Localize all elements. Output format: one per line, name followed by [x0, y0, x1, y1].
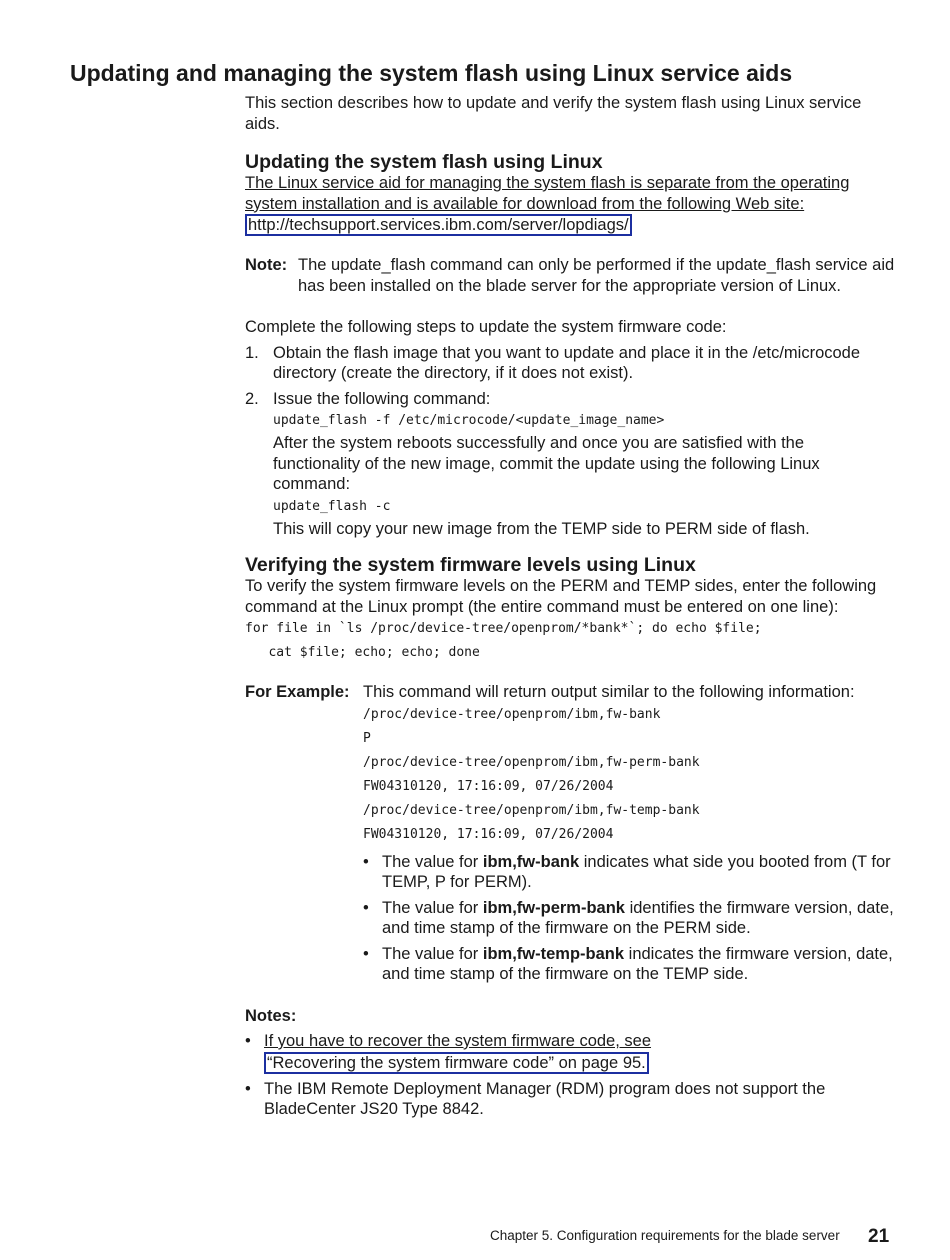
example-block — [245, 682, 895, 985]
list-item-text — [382, 944, 895, 985]
section-heading-update: Updating the system flash using Linux — [245, 151, 603, 173]
step-item — [245, 343, 895, 384]
output-line: /proc/device-tree/openprom/ibm,fw-bank — [363, 706, 661, 722]
bold-term: ibm,fw-bank — [482, 852, 580, 871]
footer-chapter: Chapter 5. Configuration requirements for the blade server — [490, 1228, 840, 1243]
example-label: For Example: — [245, 683, 350, 701]
step-item — [245, 389, 895, 540]
note-text: The update_flash command can only be performed if the update_flash service aid has been installed on the blade server for the appropriate version of Linux. — [298, 256, 895, 295]
example-body — [363, 682, 895, 985]
step-number: 2. — [245, 389, 259, 408]
list-item — [363, 852, 895, 893]
section-heading-verify: Verifying the system firmware levels using Linux — [245, 554, 696, 576]
bold-term: ibm,fw-perm-bank — [482, 898, 625, 917]
output-line: FW04310120, 17:16:09, 07/26/2004 — [363, 778, 614, 794]
list-item-text — [382, 852, 895, 893]
output-line: FW04310120, 17:16:09, 07/26/2004 — [363, 826, 614, 842]
bullet-icon: • — [245, 1032, 251, 1050]
bullet-icon: • — [363, 898, 369, 917]
text-run: The value for — [382, 852, 483, 871]
text-run: The value for — [382, 898, 483, 917]
command-commit: update_flash -c — [273, 498, 391, 514]
text-run: The value for — [382, 944, 483, 963]
text-run: identifies the firmware version, date, and time stamp of the firmware on the PERM side. — [382, 898, 894, 937]
page-number: 21 — [868, 1226, 890, 1247]
verify-command-line1: for file in `ls /proc/device-tree/openprom/*bank*`; do echo $file; — [245, 621, 762, 636]
step-text: Obtain the flash image that you want to update and place it in the /etc/microcode directory (create the directory, if it does not exist). — [273, 343, 861, 382]
list-item — [245, 1079, 895, 1120]
bold-term: ibm,fw-temp-bank — [482, 944, 625, 963]
step-number: 1. — [245, 343, 259, 362]
steps-list — [245, 343, 895, 540]
verify-paragraph: To verify the system firmware levels on the PERM and TEMP sides, enter the following command at the Linux prompt (the entire command must be entered on one line): — [245, 577, 877, 616]
update-paragraph — [245, 173, 895, 236]
output-line: /proc/device-tree/openprom/ibm,fw-perm-bank — [363, 754, 700, 770]
output-line: /proc/device-tree/openprom/ibm,fw-temp-bank — [363, 802, 700, 818]
step-text: Issue the following command: — [273, 389, 491, 408]
bank-explanations — [363, 852, 895, 985]
list-item — [363, 898, 895, 939]
bullet-icon: • — [363, 944, 369, 963]
text-run: If you have to recover the system firmware code, see — [264, 1032, 652, 1050]
page-body — [245, 93, 895, 1120]
notes-label: Notes: — [245, 1006, 297, 1025]
text-run: indicates what side you booted from (T for TEMP, P for PERM). — [382, 852, 891, 891]
download-link[interactable]: http://techsupport.services.ibm.com/server/lopdiags/ — [245, 214, 632, 236]
bullet-icon: • — [245, 1079, 251, 1098]
copy-text: This will copy your new image from the TEMP side to PERM side of flash. — [273, 519, 810, 538]
page-title: Updating and managing the system flash using Linux service aids — [70, 60, 793, 86]
list-item-text: The IBM Remote Deployment Manager (RDM) program does not support the BladeCenter JS20 Type 8842. — [264, 1079, 826, 1118]
recovering-firmware-link[interactable]: “Recovering the system firmware code” on page 95. — [264, 1052, 649, 1074]
list-item — [363, 944, 895, 985]
example-text: This command will return output similar to the following information: — [363, 683, 855, 701]
download-text: The Linux service aid for managing the system flash is separate from the operating system installation and is available for download from the following Web site: — [245, 174, 850, 213]
note-block — [245, 255, 895, 296]
intro-paragraph: This section describes how to update and verify the system flash using Linux service aids. — [245, 94, 862, 133]
output-line: P — [363, 730, 371, 746]
step-body — [273, 389, 895, 540]
steps-intro: Complete the following steps to update the system firmware code: — [245, 318, 727, 336]
list-item-text — [382, 898, 895, 939]
notes-list — [245, 1031, 895, 1120]
text-run: indicates the firmware version, date, and time stamp of the firmware on the TEMP side. — [382, 944, 893, 983]
note-label: Note: — [245, 256, 288, 274]
list-item — [245, 1031, 895, 1074]
list-item-text — [264, 1031, 895, 1074]
after-reboot-text: After the system reboots successfully and once you are satisfied with the functionality of the new image, commit the update using the following Linux command: — [273, 434, 820, 493]
verify-command-line2: cat $file; echo; echo; done — [245, 645, 480, 660]
command-update-flash: update_flash -f /etc/microcode/<update_image_name> — [273, 413, 665, 428]
bullet-icon: • — [363, 852, 369, 871]
